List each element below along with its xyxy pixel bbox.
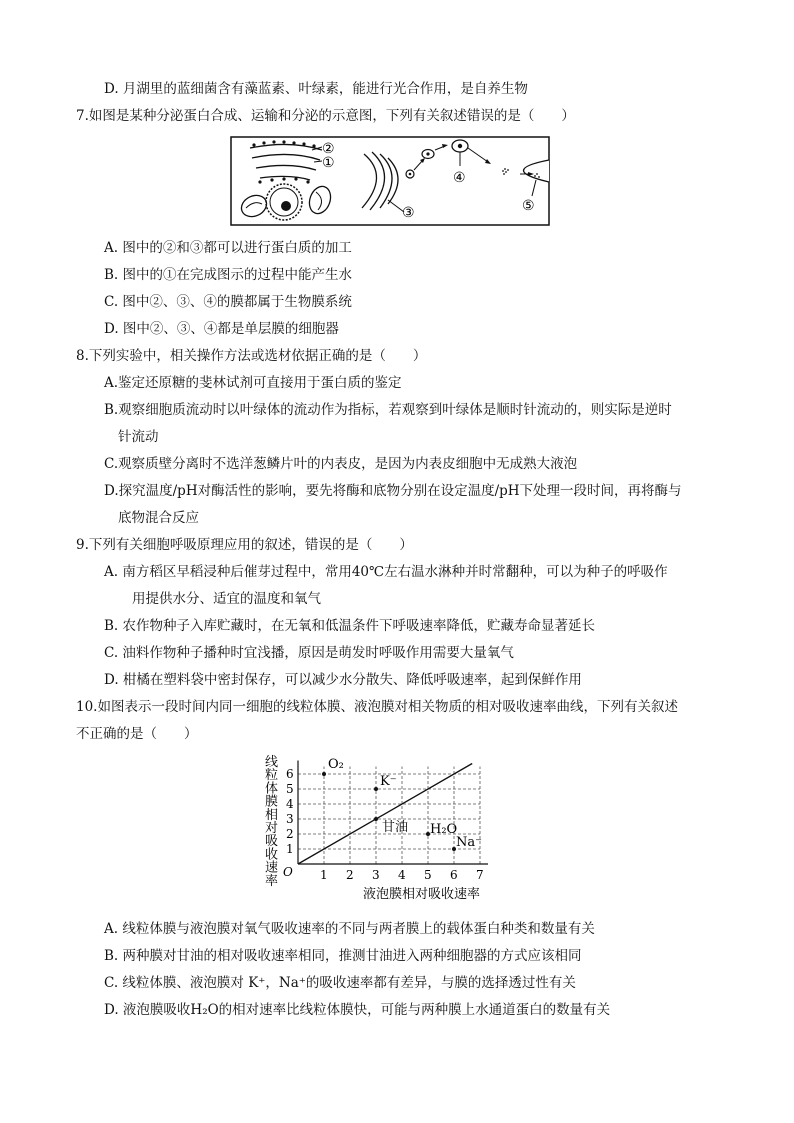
diagram-label-5: ⑤ (522, 198, 535, 214)
diagram-label-1: ① (322, 155, 335, 171)
data-point-label: O₂ (328, 757, 344, 772)
q7-option-b: B. 图中的①在完成图示的过程中能产生水 (104, 267, 353, 283)
data-point-label: Na⁻ (456, 835, 482, 850)
q10-stem-cont: 不正确的是（ ） (76, 726, 198, 742)
data-point (374, 787, 378, 791)
y-axis-label-char: 粒 (265, 768, 279, 784)
q9-stem: 9.下列有关细胞呼吸原理应用的叙述，错误的是（ ） (76, 537, 413, 553)
y-axis-label (265, 754, 278, 889)
x-tick-label: 7 (476, 868, 484, 882)
origin-label: O (283, 865, 293, 879)
data-point-label: K⁻ (380, 774, 397, 789)
x-tick-label: 4 (398, 868, 406, 882)
q7-option-c: C. 图中②、③、④的膜都属于生物膜系统 (104, 294, 352, 310)
y-axis-label-char: 膜 (265, 794, 279, 810)
absorption-chart (255, 752, 515, 904)
y-axis-label-char: 速 (265, 860, 279, 876)
y-axis-label-char: 率 (265, 873, 279, 889)
x-tick-label: 3 (372, 868, 380, 882)
data-point-label: H₂O (430, 822, 458, 837)
secretion-diagram (230, 136, 550, 232)
q8-option-b: B.观察细胞质流动时以叶绿体的流动作为指标，若观察到叶绿体是顺时针流动的，则实际是逆时 (104, 402, 672, 418)
y-tick-label: 4 (286, 797, 294, 811)
q10-stem: 10.如图表示一段时间内同一细胞的线粒体膜、液泡膜对相关物质的相对吸收速率曲线，下列有关叙述 (76, 699, 678, 715)
q9-option-a: A. 南方稻区早稻浸种后催芽过程中，常用40℃左右温水淋种并时常翻种，可以为种子的呼吸作 (104, 564, 668, 580)
diagram-label-4: ④ (453, 170, 466, 186)
y-axis-label-char: 收 (265, 847, 279, 863)
x-tick-label: 6 (450, 868, 458, 882)
q10-option-a: A. 线粒体膜与液泡膜对氧气吸收速率的不同与两者膜上的载体蛋白种类和数量有关 (104, 921, 595, 937)
q6-option-d: D. 月湖里的蓝细菌含有藻蓝素、叶绿素，能进行光合作用，是自养生物 (104, 81, 528, 97)
q8-option-b-cont: 针流动 (118, 429, 159, 445)
q8-option-c: C.观察质壁分离时不选洋葱鳞片叶的内表皮，是因为内表皮细胞中无成熟大液泡 (104, 456, 578, 472)
y-axis-label-char: 吸 (265, 834, 279, 850)
data-point (374, 817, 378, 821)
q9-option-a-cont: 用提供水分、适宜的温度和氧气 (132, 591, 321, 607)
q7-stem: 7.如图是某种分泌蛋白合成、运输和分泌的示意图，下列有关叙述错误的是（ ） (76, 108, 575, 124)
y-axis-label-char: 线 (265, 755, 279, 770)
y-axis-label-char: 体 (265, 781, 279, 797)
q7-option-d: D. 图中②、③、④都是单层膜的细胞器 (104, 321, 339, 337)
q9-option-d: D. 柑橘在塑料袋中密封保存，可以减少水分散失、降低呼吸速率，起到保鲜作用 (104, 672, 582, 688)
q8-option-d-cont: 底物混合反应 (118, 510, 199, 526)
q9-option-c: C. 油料作物种子播种时宜浅播，原因是萌发时呼吸作用需要大量氧气 (104, 645, 514, 661)
diagram-label-2: ② (322, 141, 335, 157)
y-tick-label: 5 (286, 782, 294, 796)
diagram-label-3: ③ (402, 205, 415, 221)
y-axis-label-char: 相 (265, 807, 279, 823)
q8-option-d: D.探究温度/pH对酶活性的影响，要先将酶和底物分别在设定温度/pH下处理一段时间，再将酶与 (104, 483, 682, 499)
x-tick-label: 2 (346, 868, 354, 882)
y-tick-label: 3 (286, 812, 294, 826)
q10-option-b: B. 两种膜对甘油的相对吸收速率相同，推测甘油进入两种细胞器的方式应该相同 (104, 948, 582, 964)
q8-option-a: A.鉴定还原糖的斐林试剂可直接用于蛋白质的鉴定 (104, 375, 402, 391)
y-tick-label: 2 (286, 827, 294, 841)
q8-stem: 8.下列实验中，相关操作方法或选材依据正确的是（ ） (76, 348, 427, 364)
y-axis-label-char: 对 (265, 821, 279, 836)
x-tick-label: 1 (320, 868, 328, 882)
x-axis-label: 液泡膜相对吸收速率 (363, 887, 481, 900)
q10-option-d: D. 液泡膜吸收H₂O的相对速率比线粒体膜快，可能与两种膜上水通道蛋白的数量有关 (104, 1002, 611, 1018)
data-point-label: 甘油 (382, 820, 409, 835)
q7-option-a: A. 图中的②和③都可以进行蛋白质的加工 (104, 240, 352, 256)
y-tick-label: 1 (286, 842, 294, 856)
data-point (322, 772, 326, 776)
y-tick-label: 6 (286, 767, 294, 781)
x-tick-label: 5 (424, 868, 432, 882)
q10-option-c: C. 线粒体膜、液泡膜对 K⁺，Na⁺的吸收速率都有差异，与膜的选择透过性有关 (104, 975, 576, 991)
q9-option-b: B. 农作物种子入库贮藏时，在无氧和低温条件下呼吸速率降低，贮藏寿命显著延长 (104, 618, 596, 634)
